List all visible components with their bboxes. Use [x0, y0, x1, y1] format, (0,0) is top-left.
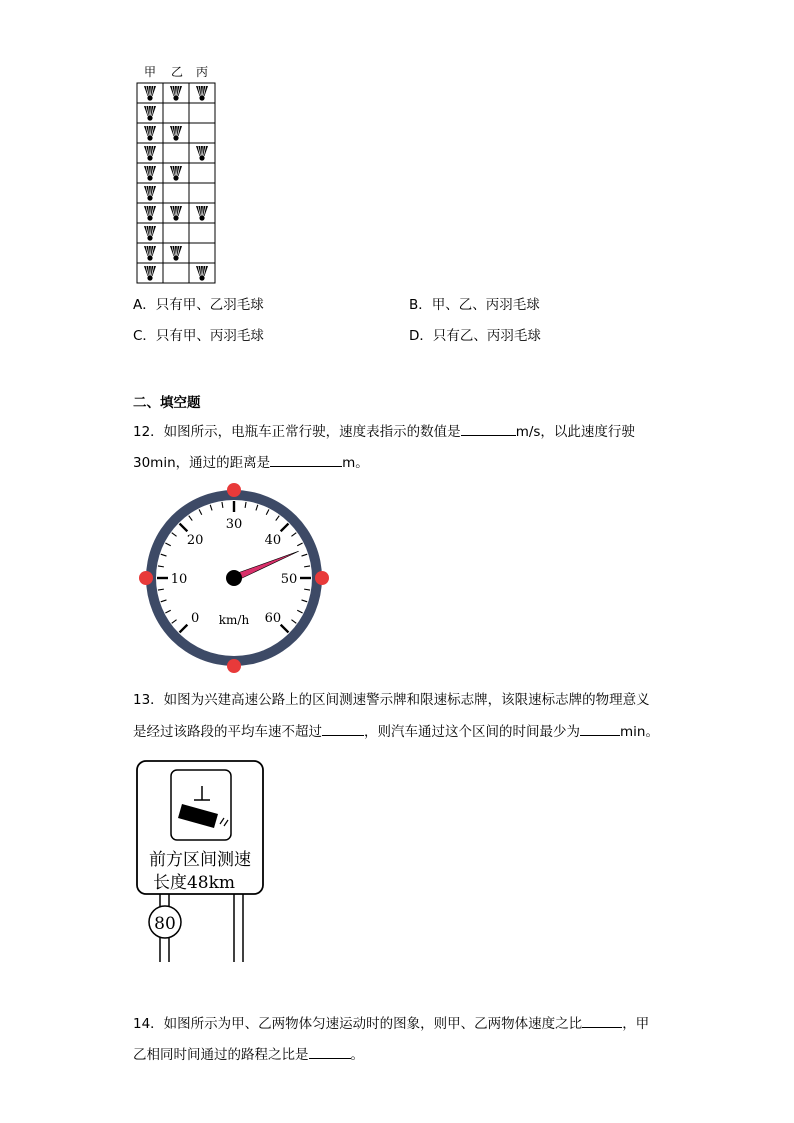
q14-text-b: ，甲 [622, 1016, 650, 1032]
shuttlecock-icon [170, 126, 182, 141]
grid-header-jia: 甲 [144, 65, 157, 79]
speed-label: 60 [264, 610, 282, 626]
q13-line2 [133, 721, 659, 742]
option-a: A．只有甲、乙羽毛球 [133, 297, 264, 313]
shuttlecock-icon [144, 146, 156, 161]
shuttlecock-icon [144, 106, 156, 121]
rim-marker-dot [227, 659, 241, 673]
shuttlecock-icon [196, 266, 208, 281]
speed-label: 50 [280, 572, 298, 587]
q14-blank-2[interactable] [309, 1044, 351, 1059]
shuttlecock-icon [144, 126, 156, 141]
speed-sign [134, 758, 269, 964]
shuttlecock-icon [144, 206, 156, 221]
q13-blank-1[interactable] [322, 721, 364, 736]
q14-line1 [133, 1013, 649, 1034]
q12-blank-2[interactable] [270, 452, 342, 467]
shuttlecock-icon [170, 246, 182, 261]
speed-label: 10 [170, 572, 188, 587]
shuttlecock-icon [196, 146, 208, 161]
q13-text-b: ，则汽车通过这个区间的时间最少为 [364, 724, 580, 740]
shuttlecock-icon [144, 166, 156, 181]
speed-label: 20 [186, 533, 204, 549]
rim-marker-dot [227, 483, 241, 497]
shuttlecock-grid [136, 82, 218, 286]
shuttlecock-icon [144, 226, 156, 241]
speedometer-hub [226, 570, 242, 586]
option-b: B．甲、乙、丙羽毛球 [409, 297, 540, 313]
rim-marker-dot [315, 571, 329, 585]
speedometer [134, 480, 334, 680]
grid-header-yi: 乙 [171, 65, 184, 79]
speed-camera-icon [171, 770, 231, 840]
q13-line1: 13．如图为兴建高速公路上的区间测速警示牌和限速标志牌，该限速标志牌的物理意义 [133, 692, 650, 708]
grid-header-bing: 丙 [196, 65, 209, 79]
shuttlecock-icon [144, 266, 156, 281]
q13-text-c: min。 [620, 724, 659, 740]
q12-text-d: m。 [342, 455, 369, 471]
q13-text-a: 是经过该路段的平均车速不超过 [133, 724, 322, 740]
shuttlecock-icon [144, 246, 156, 261]
speed-label: 40 [264, 533, 282, 549]
q14-text-d: 。 [350, 1047, 364, 1063]
sign-line1: 前方区间测速 [149, 850, 251, 870]
q12-text-b: m/s，以此速度行驶 [515, 424, 635, 440]
shuttlecock-icon [144, 186, 156, 201]
sign-line2: 长度48km [152, 873, 236, 893]
speed-label: 30 [225, 517, 243, 532]
shuttlecock-icon [196, 206, 208, 221]
q14-line2 [133, 1044, 364, 1065]
q13-blank-2[interactable] [580, 721, 620, 736]
rim-marker-dot [139, 571, 153, 585]
shuttlecock-icon [196, 86, 208, 101]
q14-text-a: 14．如图所示为甲、乙两物体匀速运动时的图象，则甲、乙两物体速度之比 [133, 1016, 583, 1032]
q12-text-c: 30min，通过的距离是 [133, 455, 271, 471]
section-title: 二、填空题 [133, 395, 201, 411]
speed-label: 0 [190, 610, 200, 626]
shuttlecock-icon [170, 86, 182, 101]
shuttlecock-icon [170, 206, 182, 221]
option-c: C．只有甲、丙羽毛球 [133, 328, 264, 344]
speed-limit-value: 80 [154, 914, 176, 934]
shuttlecock-icon [170, 166, 182, 181]
option-d: D．只有乙、丙羽毛球 [409, 328, 541, 344]
q12-line1 [133, 421, 635, 442]
speedometer-unit: km/h [218, 613, 250, 627]
q14-blank-1[interactable] [582, 1013, 622, 1028]
q14-text-c: 乙相同时间通过的路程之比是 [133, 1047, 309, 1063]
q12-blank-1[interactable] [461, 421, 516, 436]
q12-line2 [133, 452, 369, 473]
shuttlecock-icon [144, 86, 156, 101]
q12-text-a: 12．如图所示，电瓶车正常行驶，速度表指示的数值是 [133, 424, 461, 440]
